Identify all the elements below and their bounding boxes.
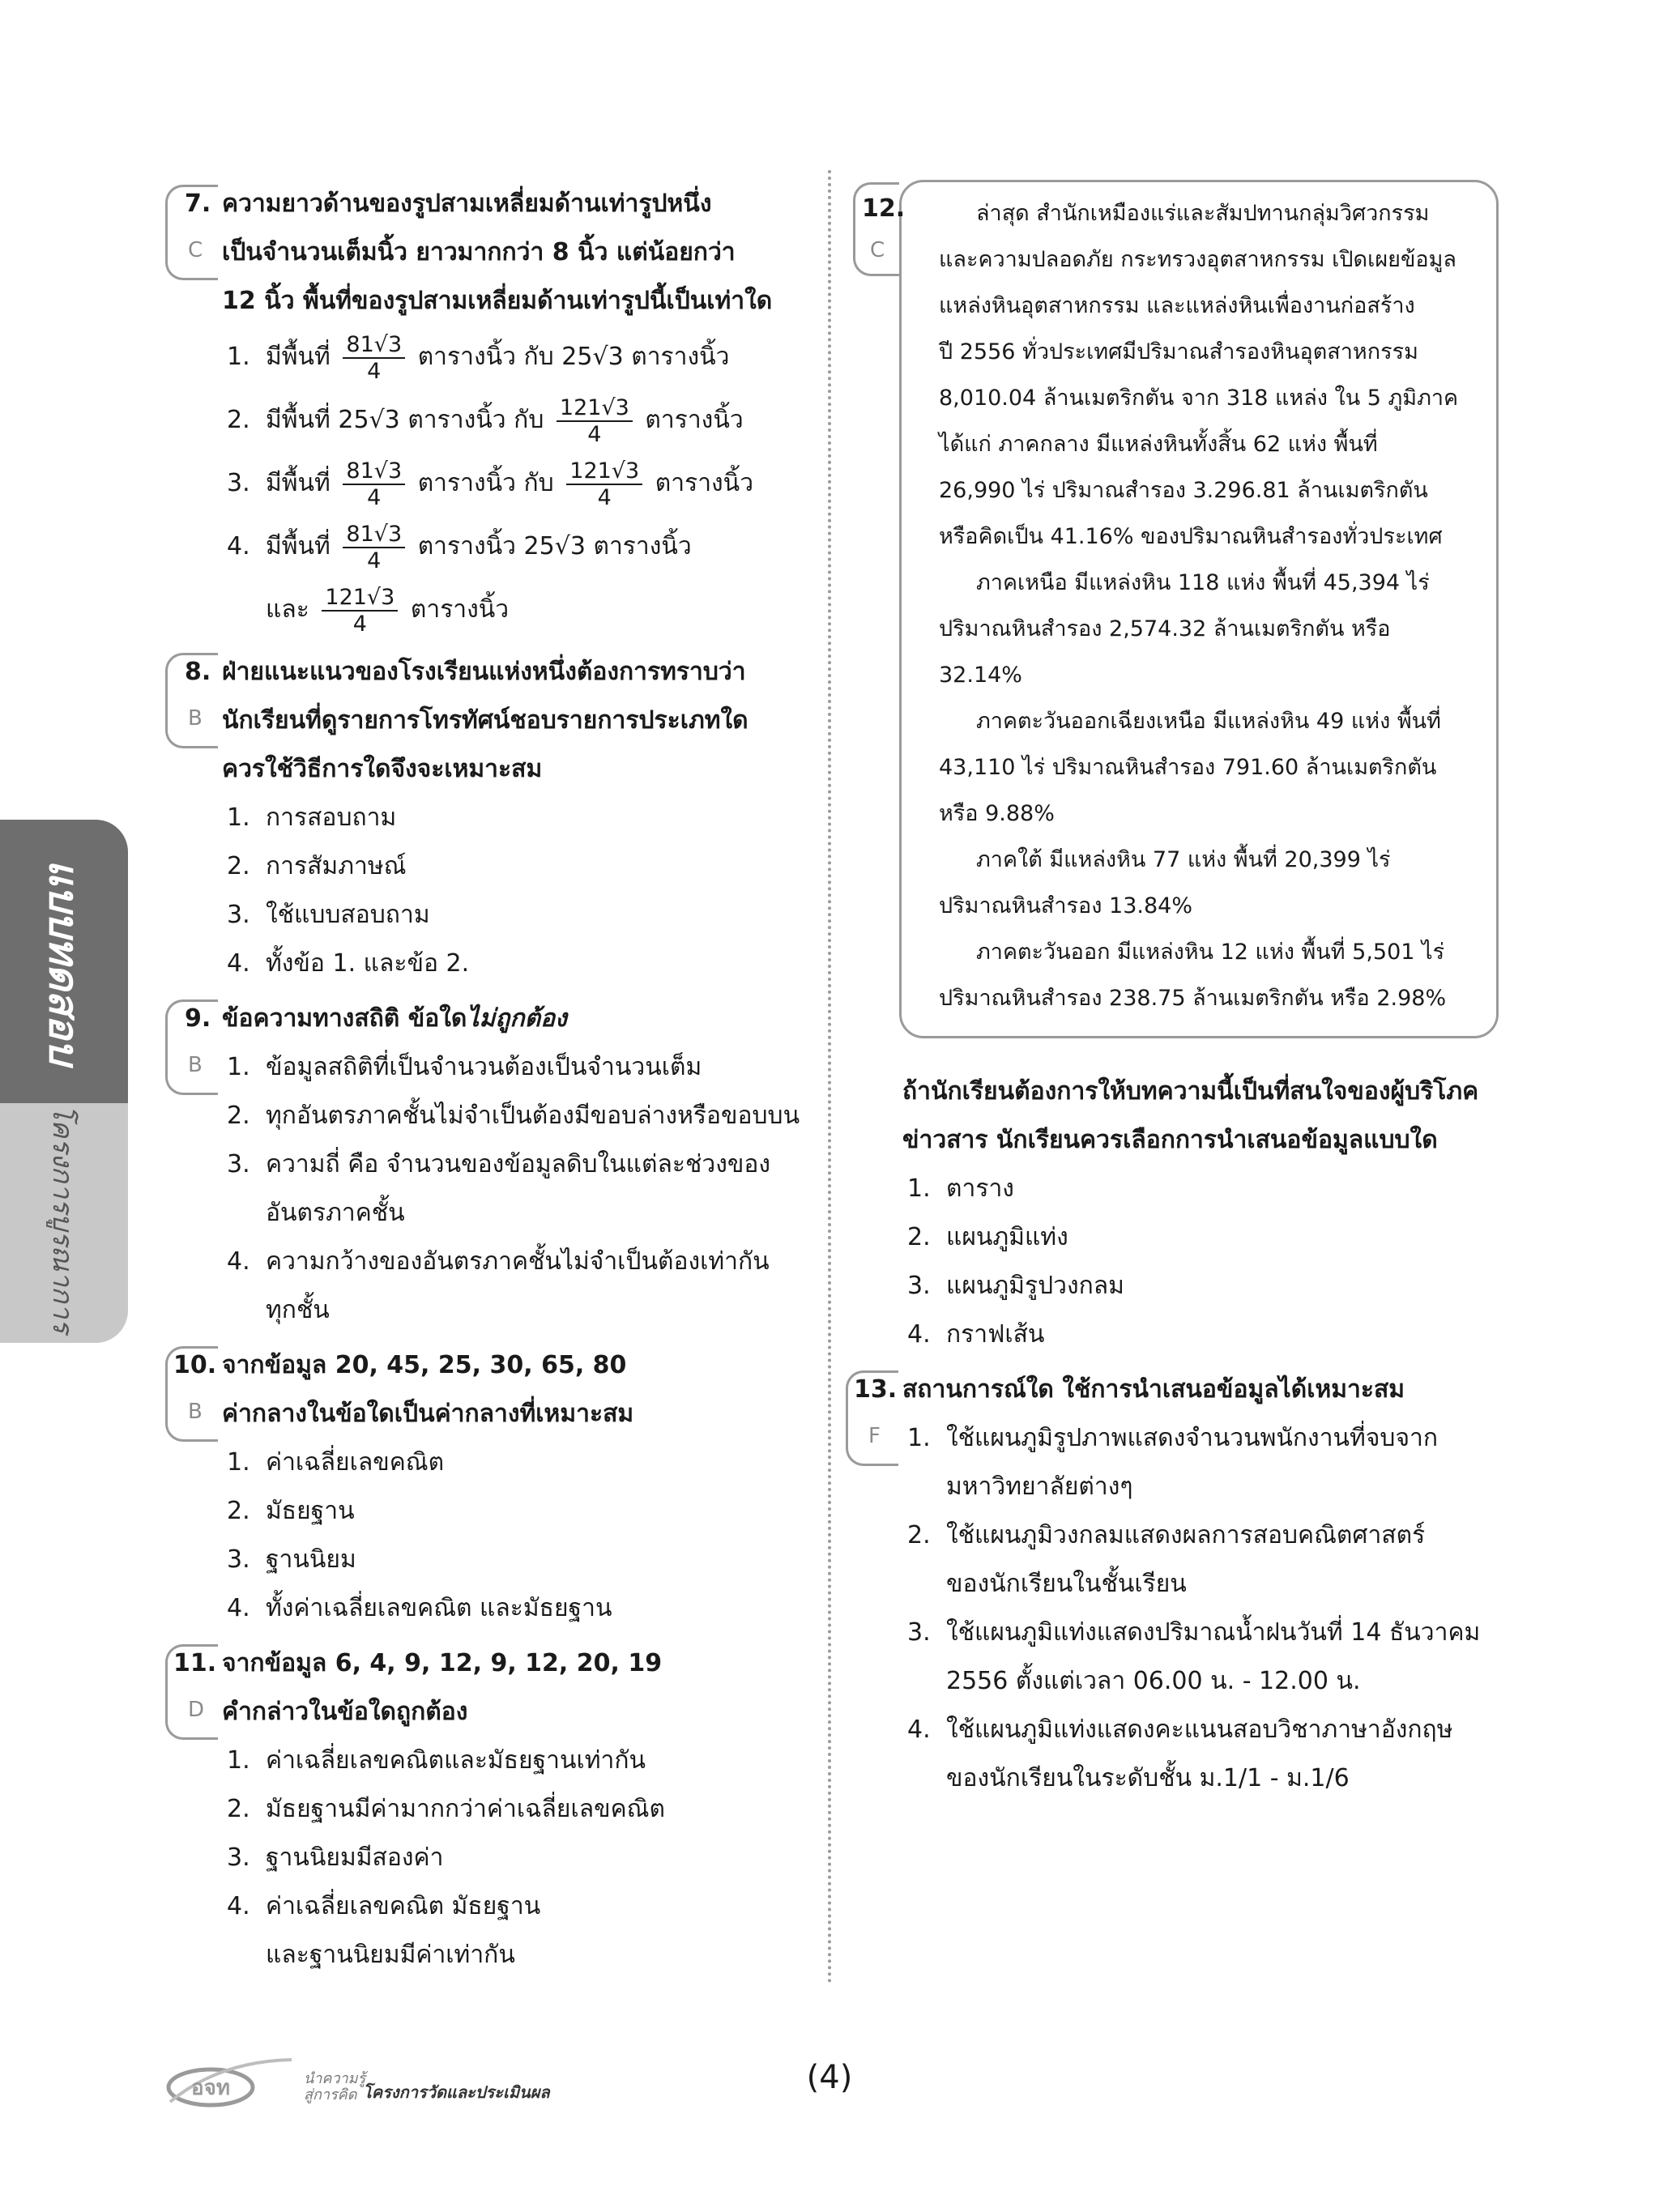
footer-title: โครงการวัดและประเมินผล [363, 2082, 550, 2102]
option: 4. ค่าเฉลี่ยเลขคณิต มัธยฐาน และฐานนิยมมีค่าเท่ากัน [227, 1892, 541, 1969]
option [227, 515, 810, 641]
fraction: $\frac{81√3}{4}$ [343, 523, 405, 572]
question-line: เป็นจำนวนเต็มนิ้ว ยาวมากกว่า 8 นิ้ว แต่น้อยกว่า [222, 238, 736, 266]
passage-line: ภาคใต้ มีแหล่งหิน 77 แห่ง พื้นที่ 20,399 ไร่ [976, 847, 1391, 872]
passage-line: และความปลอดภัย กระทรวงอุตสาหกรรม เปิดเผยข้อมูล [939, 247, 1456, 272]
fraction: $\frac{121√3}{4}$ [566, 460, 642, 509]
option: 4. ทั้งข้อ 1. และข้อ 2. [227, 949, 470, 978]
math-expression: 25√3 [561, 343, 624, 371]
passage-line: 8,010.04 ล้านเมตริกตัน จาก 318 แหล่ง ใน 5 ภูมิภาค [939, 386, 1459, 411]
question-line: นักเรียนที่ดูรายการโทรทัศน์ชอบรายการประเภทใด [222, 706, 748, 735]
math-expression: 25√3 [523, 532, 586, 560]
fraction: $\frac{81√3}{4}$ [343, 460, 405, 509]
sidebar-label-main: แบบทดสอบ [40, 859, 87, 1065]
option-text: แผนภูมิรูปวงกลม [946, 1272, 1124, 1300]
option-text: ตาราง [946, 1174, 1014, 1203]
option-number: 2. [227, 406, 250, 434]
option-text: มีพื้นที่ [266, 406, 331, 434]
question-10 [170, 1341, 810, 1633]
question-text [170, 180, 810, 326]
option-text: กราฟเส้น [946, 1320, 1045, 1349]
answer-code: F [868, 1424, 881, 1448]
option-text: ตารางนิ้ว กับ [407, 406, 544, 434]
question-11 [170, 1639, 810, 1980]
option-text: แผนภูมิแท่ง [946, 1223, 1068, 1251]
passage-line: ภาคเหนือ มีแหล่งหิน 118 แห่ง พื้นที่ 45,394 ไร่ [976, 570, 1430, 595]
question-8 [170, 648, 810, 988]
option: 1. ค่าเฉลี่ยเลขคณิตและมัธยฐานเท่ากัน [227, 1746, 646, 1775]
passage-line: ภาคตะวันออก มีแหล่งหิน 12 แห่ง พื้นที่ 5,501 ไร่ [976, 940, 1445, 965]
option: 2. การสัมภาษณ์ [227, 852, 407, 880]
option: 3. ฐานนิยมมีสองค่า [227, 1843, 444, 1872]
option-text: มีพื้นที่ [266, 469, 331, 497]
option [227, 326, 810, 389]
option-line: และ $\frac{121√3}{4}$ ตารางนิ้ว [266, 584, 510, 637]
left-column [170, 180, 810, 1986]
answer-code: B [188, 706, 203, 731]
option-number: 4. [227, 532, 250, 560]
reading-passage [862, 180, 1499, 1038]
option: 1. ข้อมูลสถิติที่เป็นจำนวนต้องเป็นจำนวนเต็ม [227, 1053, 702, 1081]
option-text: ข้อมูลสถิติที่เป็นจำนวนต้องเป็นจำนวนเต็ม [266, 1053, 702, 1081]
option: 1. ตาราง [907, 1174, 1014, 1203]
question-text: ข้อความทางสถิติ ข้อใดไม่ถูกต้อง [222, 1004, 567, 1033]
option: 3. ใช้แบบสอบถาม [227, 901, 430, 929]
answer-code: C [188, 238, 203, 262]
option: 3. ฐานนิยม [227, 1545, 356, 1574]
option: 2. มัธยฐานมีค่ามากกว่าค่าเฉลี่ยเลขคณิต [227, 1795, 665, 1823]
question-text: ถ้านักเรียนต้องการให้บทความนี้เป็นที่สนใจของผู้บริโภค ข่าวสาร นักเรียนควรเลือกการนำเสนอข้อมูลแบบใด [902, 1077, 1479, 1154]
option-text: มัธยฐาน [266, 1497, 355, 1525]
question-line: ควรใช้วิธีการใดจึงจะเหมาะสม [222, 755, 543, 783]
passage-line: ภาคตะวันออกเฉียงเหนือ มีแหล่งหิน 49 แห่ง พื้นที่ [976, 709, 1441, 734]
question-9 [170, 995, 810, 1335]
option: 3. ใช้แผนภูมิแท่งแสดงปริมาณน้ำฝนวันที่ 14 ธันวาคม 2556 ตั้งแต่เวลา 06.00 น. - 12.00 น. [907, 1618, 1481, 1695]
option-text: ทั้งข้อ 1. และข้อ 2. [266, 949, 470, 978]
option-text: การสัมภาษณ์ [266, 852, 407, 880]
option-number: 1. [227, 343, 250, 371]
sidebar-label-sub: โครงการบูรณาการ [46, 1104, 79, 1334]
option-text: ทุกอันตรภาคชั้นไม่จำเป็นต้องมีขอบล่างหรือขอบบน [266, 1102, 800, 1130]
option: 1. ใช้แผนภูมิรูปภาพแสดงจำนวนพนักงานที่จบจาก มหาวิทยาลัยต่างๆ [907, 1424, 1439, 1501]
answer-code: C [870, 238, 885, 262]
passage-line: แหล่งหินอุตสาหกรรม และแหล่งหินเพื่องานก่อสร้าง [939, 293, 1415, 318]
answer-code: B [188, 1053, 203, 1077]
question-12-prompt [851, 1068, 1499, 1359]
option-text: มีพื้นที่ [266, 343, 331, 371]
question-number: 7. [185, 190, 211, 218]
question-number: 12. [862, 194, 906, 223]
option-text: การสอบถาม [266, 803, 397, 832]
passage-line: หรือ 9.88% [939, 801, 1055, 826]
question-number: 9. [185, 1004, 211, 1033]
question-text: จากข้อมูล 20, 45, 25, 30, 65, 80 ค่ากลางในข้อใดเป็นค่ากลางที่เหมาะสม [222, 1351, 634, 1428]
option: 1. ค่าเฉลี่ยเลขคณิต [227, 1448, 445, 1477]
passage-line: ได้แก่ ภาคกลาง มีแหล่งหินทั้งสิ้น 62 แห่ง พื้นที่ [939, 432, 1378, 457]
option [227, 452, 810, 515]
fraction: $\frac{121√3}{4}$ [322, 586, 398, 635]
right-column [851, 180, 1499, 1809]
answer-code: B [188, 1400, 203, 1424]
slogan: นำความรู้ สู่การคิด [304, 2070, 366, 2103]
option-text: ค่าเฉลี่ยเลขคณิตและมัธยฐานเท่ากัน [266, 1746, 646, 1775]
passage-line: ปี 2556 ทั่วประเทศมีปริมาณสำรองหินอุตสาหกรรม [939, 339, 1418, 364]
question-number: 10. [173, 1351, 217, 1379]
question-badge [853, 182, 906, 276]
logo-text: อจท [191, 2076, 230, 2100]
passage-line: ปริมาณหินสำรอง 2,574.32 ล้านเมตริกตัน หรือ 32.14% [939, 616, 1391, 688]
option [227, 389, 810, 452]
question-line: 12 นิ้ว พื้นที่ของรูปสามเหลี่ยมด้านเท่ารูปนี้เป็นเท่าใด [222, 287, 773, 315]
fraction: $\frac{81√3}{4}$ [343, 334, 405, 382]
column-divider [828, 170, 831, 1984]
option: 2. มัธยฐาน [227, 1497, 355, 1525]
option-text: ตารางนิ้ว [645, 406, 744, 434]
option-line: มีพื้นที่ $\frac{81√3}{4}$ ตารางนิ้ว 25√3 ตารางนิ้ว [266, 521, 692, 573]
question-text [170, 648, 810, 794]
question-number: 13. [854, 1375, 898, 1404]
option: 4. ความกว้างของอันตรภาคชั้นไม่จำเป็นต้องเท่ากัน ทุกชั้น [227, 1247, 770, 1324]
option: 2. ทุกอันตรภาคชั้นไม่จำเป็นต้องมีขอบล่างหรือขอบบน [227, 1102, 800, 1130]
question-line: ความยาวด้านของรูปสามเหลี่ยมด้านเท่ารูปหนึ่ง [222, 190, 712, 218]
question-number: 11. [173, 1649, 217, 1677]
passage-line: ปริมาณหินสำรอง 238.75 ล้านเมตริกตัน หรือ 2.98% [939, 986, 1447, 1011]
question-number: 8. [185, 658, 211, 686]
question-text: จากข้อมูล 6, 4, 9, 12, 9, 12, 20, 19 คำกล่าวในข้อใดถูกต้อง [222, 1649, 663, 1726]
fraction: $\frac{121√3}{4}$ [557, 397, 633, 445]
option-text: ฐานนิยม [266, 1545, 356, 1574]
emphasis-text: ไม่ถูกต้อง [467, 1004, 567, 1033]
passage-line: ปริมาณหินสำรอง 13.84% [939, 893, 1192, 918]
passage-line: หรือคิดเป็น 41.16% ของปริมาณหินสำรองทั่วประเทศ [939, 524, 1443, 549]
option-text: ค่าเฉลี่ยเลขคณิต [266, 1448, 445, 1477]
option: 4. กราฟเส้น [907, 1320, 1045, 1349]
passage-line: 43,110 ไร่ ปริมาณหินสำรอง 791.60 ล้านเมตริกตัน [939, 755, 1437, 780]
option-text: มัธยฐานมีค่ามากกว่าค่าเฉลี่ยเลขคณิต [266, 1795, 665, 1823]
passage-line: ล่าสุด สำนักเหมืองแร่และสัมปทานกลุ่มวิศวกรรม [976, 201, 1430, 226]
question-7 [170, 180, 810, 641]
passage-line: 26,990 ไร่ ปริมาณสำรอง 3.296.81 ล้านเมตริกตัน [939, 478, 1428, 503]
option: 2. แผนภูมิแท่ง [907, 1223, 1068, 1251]
option: 2. ใช้แผนภูมิวงกลมแสดงผลการสอบคณิตศาสตร์ ของนักเรียนในชั้นเรียน [907, 1521, 1426, 1598]
option-text: ตารางนิ้ว กับ [417, 469, 554, 497]
math-expression: 25√3 [338, 406, 400, 434]
option: 4. ใช้แผนภูมิแท่งแสดงคะแนนสอบวิชาภาษาอังกฤษ ของนักเรียนในระดับชั้น ม.1/1 - ม.1/6 [907, 1715, 1453, 1792]
option: 3. แผนภูมิรูปวงกลม [907, 1272, 1124, 1300]
option-text: ฐานนิยมมีสองค่า [266, 1843, 444, 1872]
option-text: ตารางนิ้ว [655, 469, 754, 497]
question-text: สถานการณ์ใด ใช้การนำเสนอข้อมูลได้เหมาะสม [902, 1375, 1405, 1404]
question-13 [851, 1366, 1499, 1803]
option: 1. การสอบถาม [227, 803, 397, 832]
question-line: ฝ่ายแนะแนวของโรงเรียนแห่งหนึ่งต้องการทราบว่า [222, 658, 746, 686]
option-text: ตารางนิ้ว [631, 343, 730, 371]
page-number: (4) [806, 2059, 853, 2096]
option: 4. ทั้งค่าเฉลี่ยเลขคณิต และมัธยฐาน [227, 1594, 612, 1622]
option-number: 3. [227, 469, 250, 497]
option-text: ตารางนิ้ว กับ [417, 343, 554, 371]
answer-code: D [188, 1698, 205, 1722]
option-text: ใช้แบบสอบถาม [266, 901, 430, 929]
option-text: ทั้งค่าเฉลี่ยเลขคณิต และมัธยฐาน [266, 1594, 612, 1622]
option: 3. ความถี่ คือ จำนวนของข้อมูลดิบในแต่ละช่วงของ อันตรภาคชั้น [227, 1150, 771, 1227]
